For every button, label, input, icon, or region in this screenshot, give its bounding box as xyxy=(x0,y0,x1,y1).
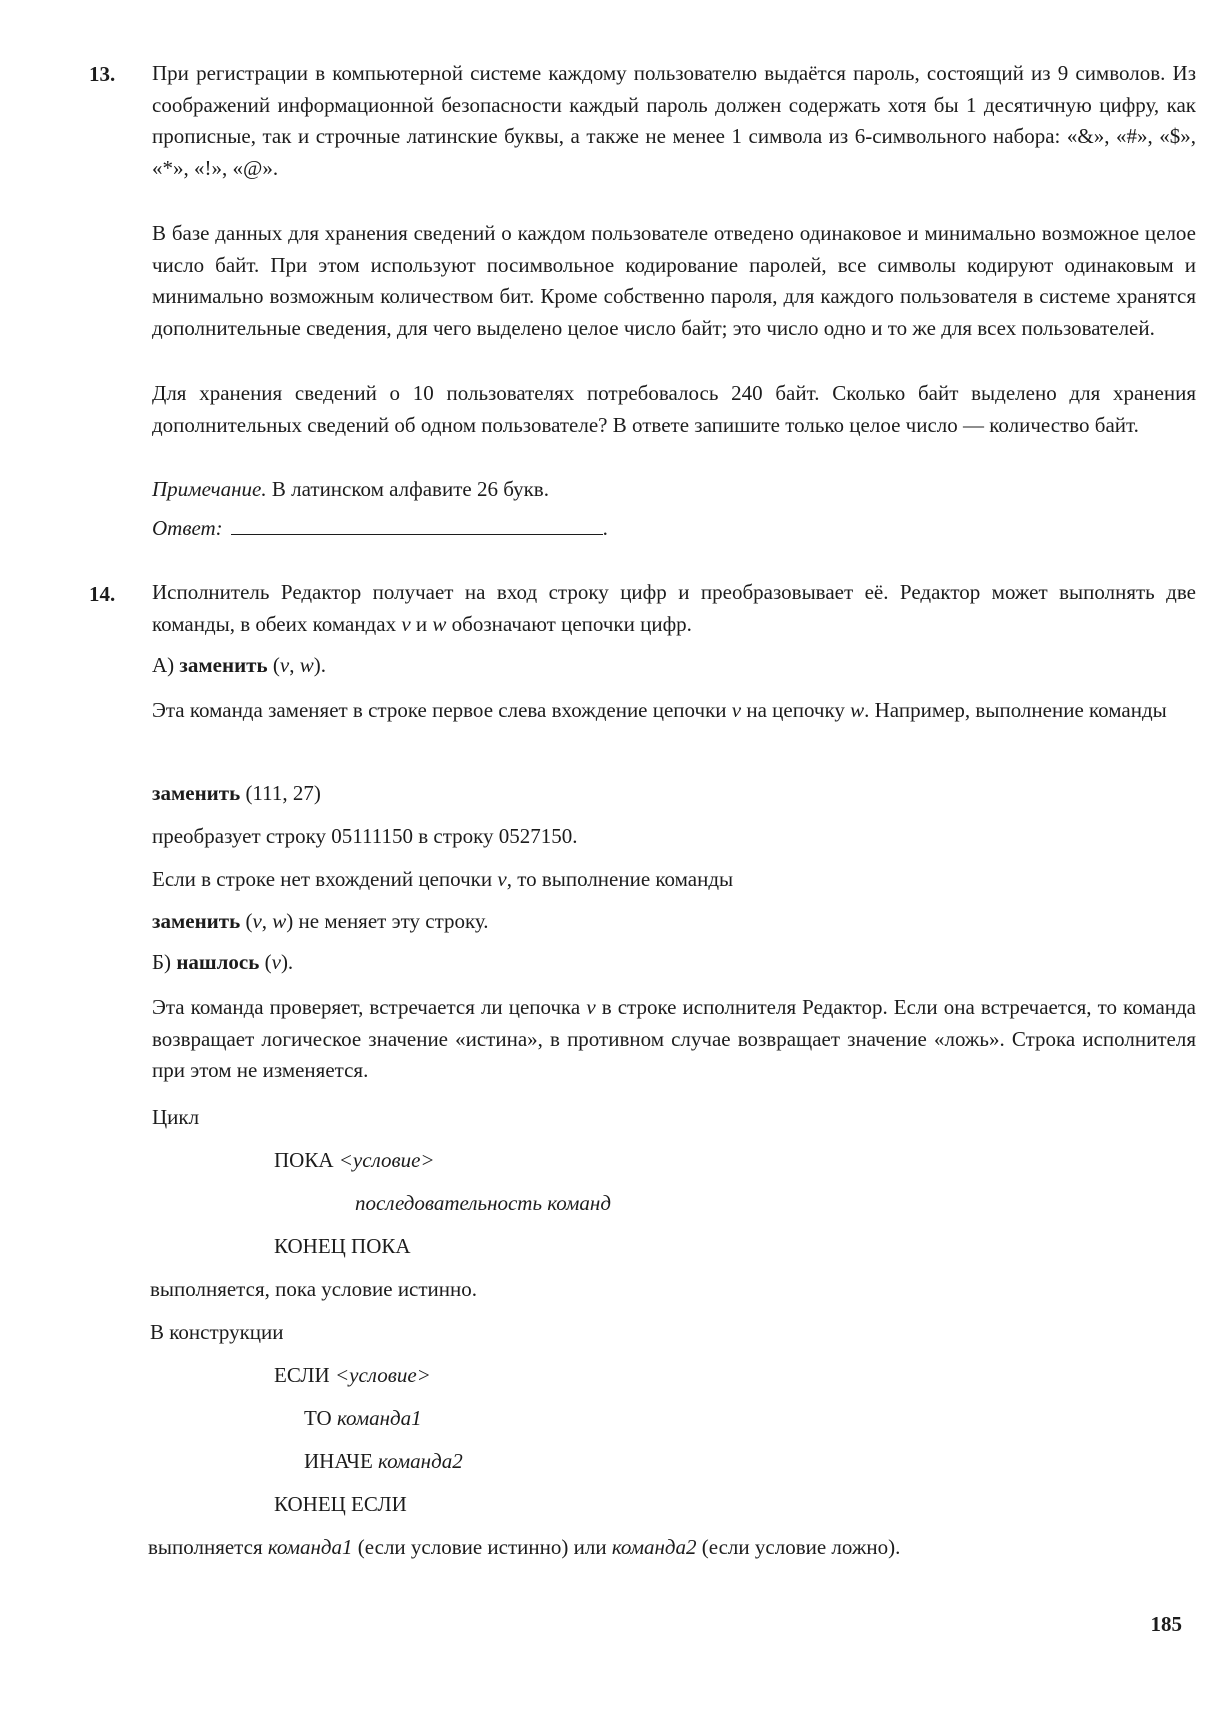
var-v: v xyxy=(401,611,411,636)
task-13-note xyxy=(152,477,549,502)
cmd-b-open: ( xyxy=(259,950,272,974)
cycle-label: Цикл xyxy=(152,1105,200,1129)
replace-description xyxy=(152,695,1196,727)
while-description: выполняется, пока условие истинно. xyxy=(150,1277,478,1301)
answer-blank[interactable] xyxy=(231,516,603,535)
task-13-paragraph-1: При регистрации в компьютерной системе каждому пользователю выдаётся пароль, состоящий из 9 символов. Из соображений информационной безопасности каждый пароль должен содержать хотя бы 1 десятичную цифру, как прописные, так и строчные латинские буквы, а также не менее 1 символа из 6-символьного набора: «&», «#», «$», «*», «!», «@». xyxy=(152,61,1196,180)
end-if: КОНЕЦ ЕСЛИ xyxy=(274,1492,407,1516)
cmd-a-close: ). xyxy=(313,653,326,677)
then-keyword: ТО xyxy=(304,1406,337,1430)
if-line xyxy=(274,1363,431,1388)
task-13-paragraph-2: В базе данных для хранения сведений о каждом пользователе отведено одинаковое и минимально возможное целое число байт. При этом используют посимвольное кодирование паролей, все символы кодируют одинаковым и минимально возможным количеством бит. Кроме собственно пароля, для каждого пользователя в системе хранятся дополнительные сведения, для чего выделено целое число байт; это число одно и то же для всех пользователей. xyxy=(152,221,1196,340)
cmd-b-v: v xyxy=(271,950,281,974)
cmd-b-name: нашлось xyxy=(176,950,260,974)
task-14-intro xyxy=(152,577,1196,640)
seq-commands: последовательность команд xyxy=(355,1191,611,1215)
while-condition: <условие> xyxy=(338,1148,435,1172)
cmd-a-sep: , xyxy=(289,653,300,677)
command-a-heading xyxy=(152,653,326,678)
unchanged-close: ) не меняет эту строку. xyxy=(286,909,489,933)
unchanged-w: w xyxy=(272,909,287,933)
then-line xyxy=(304,1406,422,1431)
cmd-a-name: заменить xyxy=(179,653,268,677)
construct-label: В конструкции xyxy=(150,1320,284,1344)
if-desc-cmd2: команда2 xyxy=(611,1535,697,1559)
intro-end: обозначают цепочки цифр. xyxy=(446,611,692,636)
if-desc-a: выполняется xyxy=(148,1535,268,1559)
cmd-a-open: ( xyxy=(267,653,280,677)
example-cmd-args: (111, 27) xyxy=(240,781,321,805)
answer-label: Ответ: xyxy=(152,516,223,540)
cmd-a-v: v xyxy=(279,653,290,677)
unchanged-v: v xyxy=(252,909,262,933)
unchanged-open: ( xyxy=(240,909,253,933)
replace-v: v xyxy=(731,698,742,722)
note-label: Примечание. xyxy=(152,477,267,501)
task-14-number: 14. xyxy=(89,582,116,606)
while-keyword: ПОКА xyxy=(274,1148,339,1172)
replace-desc-b: на цепочку xyxy=(741,698,851,722)
task-13-answer: Ответ: . xyxy=(152,516,608,540)
while-line xyxy=(274,1148,435,1173)
if-desc-c: (если условие ложно). xyxy=(696,1535,901,1559)
example-cmd-name: заменить xyxy=(152,781,241,805)
example-command xyxy=(152,781,321,806)
cmd-a-w: w xyxy=(299,653,314,677)
unchanged-name: заменить xyxy=(152,909,241,933)
and-word: и xyxy=(410,611,433,636)
if-none-line xyxy=(152,867,733,892)
if-none-b: , то выполнение команды xyxy=(506,867,734,891)
found-desc-b: в строке исполнителя Редактор. Если она встречается, то команда возвращает логическое значение «истина», в противном случае возвращает значение «ложь». Строка исполнителя при этом не изменяется. xyxy=(152,995,1197,1082)
found-v: v xyxy=(586,995,596,1019)
unchanged-line xyxy=(152,909,489,934)
unchanged-sep: , xyxy=(261,909,273,933)
if-keyword: ЕСЛИ xyxy=(274,1363,335,1387)
cmd-a-prefix: А) xyxy=(152,653,180,677)
command-b-heading xyxy=(152,950,293,975)
page-number: 185 xyxy=(1150,1612,1182,1636)
if-none-v: v xyxy=(497,867,507,891)
else-keyword: ИНАЧЕ xyxy=(304,1449,379,1473)
replace-desc-a: Эта команда заменяет в строке первое слева вхождение цепочки xyxy=(152,698,732,722)
if-condition: <условие> xyxy=(334,1363,431,1387)
task-13-paragraph-3: Для хранения сведений о 10 пользователях потребовалось 240 байт. Сколько байт выделено для хранения дополнительных сведений об одном пользователе? В ответе запишите только целое число — количество байт. xyxy=(152,381,1196,437)
if-none-a: Если в строке нет вхождений цепочки xyxy=(152,867,498,891)
if-description xyxy=(148,1535,900,1560)
end-while: КОНЕЦ ПОКА xyxy=(274,1234,411,1258)
replace-w: w xyxy=(850,698,865,722)
found-desc-a: Эта команда проверяет, встречается ли цепочка xyxy=(152,995,587,1019)
example-result: преобразует строку 05111150 в строку 0527150. xyxy=(152,824,578,848)
else-command: команда2 xyxy=(378,1449,463,1473)
intro-start: Исполнитель Редактор получает на вход строку цифр и преобразовывает её. Редактор может выполнять две команды, в обеих командах xyxy=(152,580,1196,636)
replace-desc-c: . Например, выполнение команды xyxy=(864,698,1167,722)
else-line xyxy=(304,1449,463,1474)
if-desc-cmd1: команда1 xyxy=(267,1535,353,1559)
task-13-number: 13. xyxy=(89,62,116,86)
note-text: В латинском алфавите 26 букв. xyxy=(266,477,549,501)
var-w: w xyxy=(432,611,447,636)
then-command: команда1 xyxy=(336,1406,422,1430)
if-desc-b: (если условие истинно) или xyxy=(352,1535,612,1559)
cmd-b-close: ). xyxy=(280,950,294,974)
cmd-b-prefix: Б) xyxy=(152,950,177,974)
found-description xyxy=(152,992,1196,1087)
